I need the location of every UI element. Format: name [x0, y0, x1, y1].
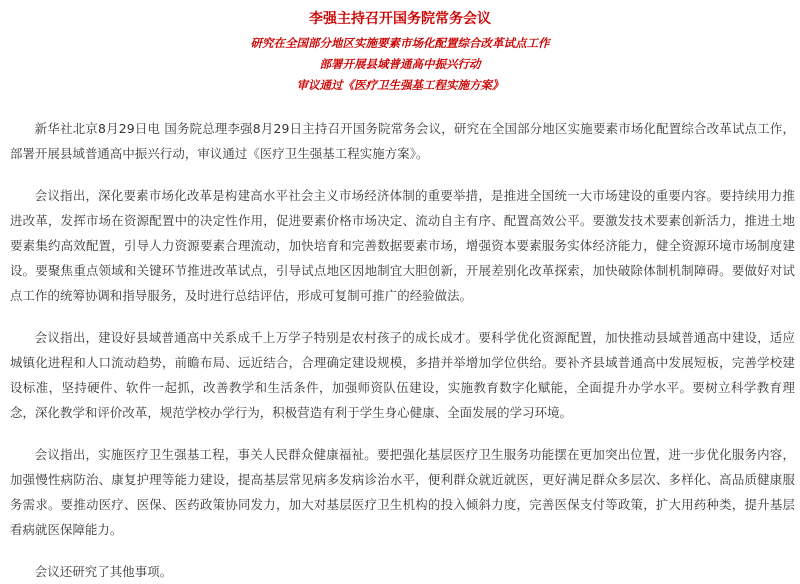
article-subtitle-2: 部署开展县域普通高中振兴行动	[319, 57, 481, 71]
article-paragraph-primary-healthcare: 会议指出，实施医疗卫生强基工程，事关人民群众健康福祉。要把强化基层医疗卫生服务功能摆在更加突出位置，进一步优化服务内容，加强慢性病防治、康复护理等能力建设，提高基层常见病多发病诊治水平，便利群众就近就医，更好满足群众多层次、多样化、高品质健康服务需求。要推动医疗、医保、医药政策协同发力，加大对基层医疗卫生机构的投入倾斜力度，完善医保支付等政策，扩大用药种类，提升基层看病就医保障能力。	[10, 447, 795, 537]
article-body	[0, 116, 800, 584]
article-paragraph-county-high-schools: 会议指出，建设好县域普通高中关系成千上万学子特别是农村孩子的成长成才。要科学优化资源配置，加快推动县域普通高中建设，适应城镇化进程和人口流动趋势，前瞻布局、远近结合，合理确定建设规模，多措并举增加学位供给。要补齐县域普通高中发展短板，完善学校建设标准，坚持硬件、软件一起抓，改善教学和生活条件，加强师资队伍建设，实施教育数字化赋能，全面提升办学水平。要树立科学教育理念，深化教学和评价改革，规范学校办学行为，积极营造有利于学生身心健康、全面发展的学习环境。	[10, 330, 795, 420]
article-paragraph-other-matters: 会议还研究了其他事项。	[34, 564, 173, 579]
article-subtitle-1: 研究在全国部分地区实施要素市场化配置综合改革试点工作	[250, 36, 550, 50]
article-paragraph-lead: 新华社北京8月29日电 国务院总理李强8月29日主持召开国务院常务会议，研究在全国部分地区实施要素市场化配置综合改革试点工作，部署开展县域普通高中振兴行动，审议通过《医疗卫生强基工程实施方案》。	[10, 121, 795, 161]
article-subtitle-3: 审议通过《医疗卫生强基工程实施方案》	[296, 78, 504, 92]
article-paragraph-factor-markets: 会议指出，深化要素市场化改革是构建高水平社会主义市场经济体制的重要举措，是推进全国统一大市场建设的重要内容。要持续用力推进改革，发挥市场在资源配置中的决定性作用，促进要素价格市场决定、流动自主有序、配置高效公平。要激发技术要素创新活力，推进土地要素集约高效配置，引导人力资源要素合理流动，加快培育和完善数据要素市场，增强资本要素服务实体经济能力，健全资源环境市场制度建设。要聚焦重点领域和关键环节推进改革试点，引导试点地区因地制宜大胆创新，开展差别化改革探索，加快破除体制机制障碍。要做好对试点工作的统筹协调和指导服务，及时进行总结评估，形成可复制可推广的经验做法。	[10, 188, 795, 303]
article-header	[0, 0, 800, 96]
article-title: 李强主持召开国务院常务会议	[309, 11, 491, 27]
